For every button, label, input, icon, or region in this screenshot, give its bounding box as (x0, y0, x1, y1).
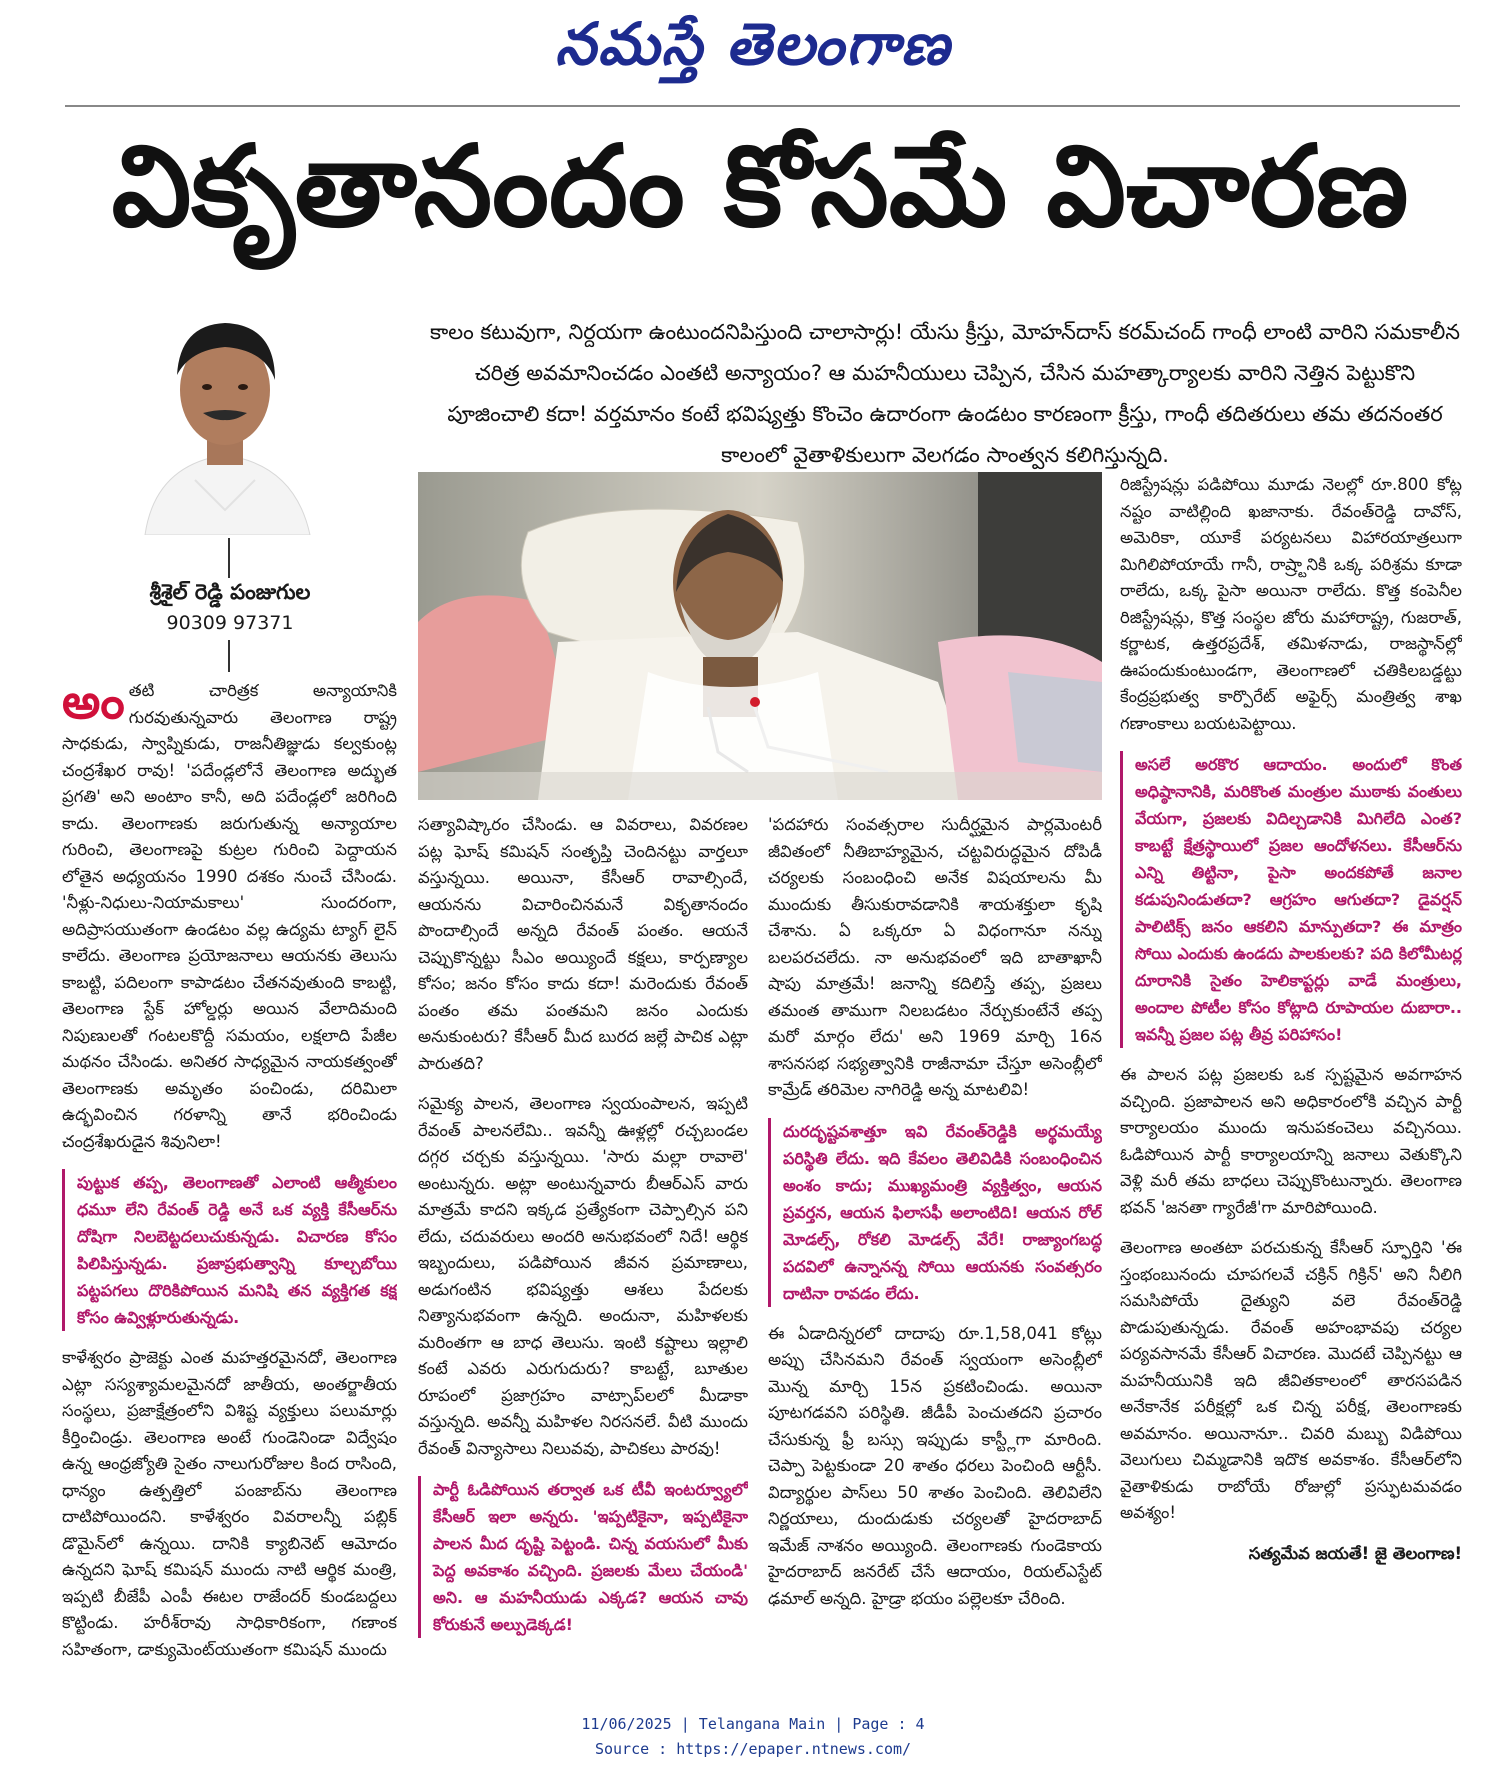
headline: వికృతానందం కోసమే విచారణ (111, 122, 1409, 252)
byline-rule-top (228, 538, 230, 578)
article-paragraph (62, 678, 397, 1155)
masthead-logo: నమస్తే తెలంగాణ (555, 10, 951, 78)
article-paragraph: రిజిస్ట్రేషన్లు పడిపోయి మూడు నెలల్లో రూ.800 కోట్ల నష్టం వాటిల్లింది ఖజానాకు. రేవంత్‌రెడ్డి దావోస్, అమెరికా, యూకే పర్యటనలు విహారయాత్రలుగా మిగిలిపోయాయే గానీ, రాష్ర్టానికి ఒక్క పరిశ్రమ కూడా రాలేదు, ఒక్క పైసా అయినా రాలేదు. కొత్త కంపెనీల రిజిస్ట్రేషన్లు, కొత్త సంస్థల జోరు మహారాష్ట్ర, గుజరాత్, కర్ణాటక, ఉత్తరప్రదేశ్, తమిళనాడు, రాజస్థాన్‌ల్లో ఊపందుకుంటుండగా, తెలంగాణలో చతికిలబడ్డట్టు కేంద్రప్రభుత్వ కార్పొరేట్ అఫైర్స్ మంత్రిత్వ శాఖ గణాంకాలు బయటపెట్టాయి. (1120, 475, 1462, 733)
page-footer-info: 11/06/2025 | Telangana Main | Page : 4 (581, 1715, 925, 1733)
pull-quote: అసలే అరకొర ఆదాయం. అందులో కొంత అధిష్ఠానానికి, మరికొంత మంత్రుల ముఠాకు వంతులు వేయగా, ప్రజలకు విదిల్చడానికి మిగిలేది ఎంత? కాబట్టే క్షేత్రస్థాయిలో ప్రజల ఆందోళనలు. కేసీఆర్‌ను ఎన్ని తిట్టినా, పైసా అందకపోతే జనాల కడుపునిండుతదా? ఆగ్రహం ఆగుతదా? డైవర్షన్ పాలిటిక్స్ జనం ఆకలిని మాన్పుతదా? ఈ మాత్రం సోయి ఎందుకు ఉండదు పాలకులకు? పది కిలోమీటర్ల దూరానికి సైతం హెలికాప్టర్లు వాడే మంత్రులు, అందాల పోటీల కోసం కోట్లాది రూపాయల దుబారా.. ఇవన్నీ ప్రజల పట్ల తీవ్ర పరిహాసం! (1120, 751, 1462, 1048)
pull-quote: పుట్టుక తప్ప, తెలంగాణతో ఎలాంటి ఆత్మీకులం ధమూ లేని రేవంత్ రెడ్డి అనే ఒక వ్యక్తి కేసీఆర్‌ను దోషిగా నిలబెట్టదలుచుకున్నడు. విచారణ కోసం పిలిపిస్తున్నడు. ప్రజాప్రభుత్వాన్ని కూల్చబోయి పట్టపగలు దొరికిపోయిన మనిషి తన వ్యక్తిగత కక్ష కోసం ఉవ్విళ్లూరుతున్నడు. (62, 1169, 397, 1331)
paragraph-text: తటి చారిత్రక అన్యాయానికి గురవుతున్నవారు తెలంగాణ రాష్ట్ర సాధకుడు, స్వాప్నికుడు, రాజనీతిజ్ఞుడు కల్వకుంట్ల చంద్రశేఖర రావు! 'పదేండ్లలోనే తెలంగాణ అద్భుత ప్రగతి' అని అంటాం కానీ, అది పదేండ్లలో జరిగింది కాదు. తెలంగాణకు జరుగుతున్న అన్యాయాల గురించి, తెలంగాణపై కుట్రల గురించి పెద్దాయన లోతైన అధ్యయనం 1990 దశకం నుంచే చేసిండు. 'నీళ్లు-నిధులు-నియామకాలు' సుందరంగా, అదిప్రాసయుతంగా ఉండటం వల్ల ఉద్యమ ట్యాగ్ లైన్ కాలేదు. తెలంగాణ ప్రయోజనాలు ఆయనకు తెలుసు కాబట్టి, పదిలంగా కాపాడటం చేతనవుతుంది కాబట్టి, తెలంగాణ స్టేక్ హోల్డర్లు అయిన వేలాదిమంది నిపుణులతో గంటలకొద్దీ సమయం, లక్షలాది పేజీల మథనం చేసిండు. అనితర సాధ్యమైన నాయకత్వంతో తెలంగాణకు అమృతం పంచిండు, దరిమిలా ఉద్భవించిన గరళాన్ని తానే భరించిండు చంద్రశేఖరుడైన శివునిలా! (62, 681, 397, 1151)
author-name: శ్రీశైల్ రెడ్డి పంజుగుల (149, 580, 311, 604)
author-phone: 90309 97371 (166, 612, 294, 634)
author-portrait (125, 295, 325, 535)
standfirst: కాలం కటువుగా, నిర్దయగా ఉంటుందనిపిస్తుంది చాలాసార్లు! యేసు క్రీస్తు, మోహన్‌దాస్ కరమ్‌చంద్ గాంధీ లాంటి వారిని సమకాలీన చరిత్ర అవమానించడం ఎంతటి అన్యాయం? ఆ మహనీయులు చెప్పిన, చేసిన మహత్కార్యాలకు వారిని నెత్తిన పెట్టుకొని పూజించాలి కదా! వర్తమానం కంటే భవిష్యత్తు కొంచెం ఉదారంగా ఉండటం కారణంగా క్రీస్తు, గాంధీ తదితరులు తమ తదనంతర కాలంలో వైతాళికులుగా వెలగడం సాంత్వన కలిగిస్తున్నది. (430, 320, 1460, 467)
article-paragraph: ఈ ఏడాదిన్నరలో దాదాపు రూ.1,58,041 కోట్లు అప్పు చేసినమని రేవంత్ స్వయంగా అసెంబ్లీలో మొన్న మార్చి 15న ప్రకటించిండు. అయినా పూటగడవని పరిస్థితి. జీడీపీ పెంచుతదని ప్రచారం చేసుకున్న ఫ్రీ బస్సు ఇప్పుడు కాస్ట్లీగా మారింది. చెప్పా పెట్టకుండా 20 శాతం ధరలు పెంచింది ఆర్టీసీ. విద్యార్థుల పాస్‌లు 50 శాతం పెంచింది. తెలివిలేని నిర్ణయాలు, దుందుడుకు చర్యలతో హైదరాబాద్ ఇమేజ్ నాశనం అయ్యింది. తెలంగాణకు గుండెకాయ హైదరాబాద్ జనరేట్ చేసే ఆదాయం, రియల్‌ఎస్టేట్ ఢమాల్ అన్నది. హైడ్రా భయం పల్లెలకూ చేరింది. (768, 1323, 1102, 1608)
article-paragraph: సమైక్య పాలన, తెలంగాణ స్వయంపాలన, ఇప్పటి రేవంత్ పాలనలేమి.. ఇవన్నీ ఊళ్లల్లో రచ్చబండల దగ్గర చర్చకు వస్తున్నయి. 'సారు మల్లా రావాలె' అంటున్నరు. అట్లా అంటున్నవారు బీఆర్‌ఎస్ వారు మాత్రమే కాదని ఇక్కడ ప్రత్యేకంగా చెప్పాల్సిన పని లేదు, చదువరులు అందరి అనుభవంలో నిదే! ఆర్థిక ఇబ్బందులు, పడిపోయిన జీవన ప్రమాణాలు, అడుగంటిన భవిష్యత్తు ఆశలు పేదలకు నిత్యానుభవంగా ఉన్నది. అందునా, మహిళలకు మరింతగా ఆ బాధ తెలుసు. ఇంటి కష్టాలు ఇల్లాలి కంటే ఎవరు ఎరుగుదురు? కాబట్టే, బూతుల రూపంలో ప్రజాగ్రహం వాట్సాప్‌లలో మీడాకా వస్తున్నది. అవన్నీ మహిళల నిరసనలే. వీటి ముందు రేవంత్ విన్యాసాలు నిలువవు, పాచికలు పారవు! (418, 1094, 748, 1458)
article-column-4 (1120, 472, 1462, 1682)
hospital-bed-photo (418, 472, 1102, 800)
article-paragraph: సత్యావిష్కారం చేసిండు. ఆ వివరాలు, వివరణల పట్ల ఘోష్ కమిషన్ సంతృప్తి చెందినట్టు వార్తలూ వస్తున్నయి. అయినా, కేసీఆర్ రావాల్సిందే, ఆయనను విచారించినమనే వికృతానందం పొందాల్సిందే అన్నది రేవంత్ పంతం. ఆయనే చెప్పుకొన్నట్టు సీఎం అయ్యిందే కక్షలు, కార్పణ్యాల కోసం; జనం కోసం కాదు కదా! మరెందుకు రేవంత్ పంతం తమ పంతమని జనం ఎందుకు అనుకుంటరు? కేసీఆర్ మీద బురద జల్లే పాచిక ఎట్లా పారుతది? (418, 815, 748, 1073)
article-signoff: సత్యమేవ జయతే! జై తెలంగాణ! (1248, 1543, 1462, 1563)
article-column-3 (768, 812, 1102, 1682)
pull-quote: దురదృష్టవశాత్తూ ఇవి రేవంత్‌రెడ్డికి అర్థమయ్యే పరిస్థితి లేదు. ఇది కేవలం తెలివిడికి సంబంధించిన అంశం కాదు; ముఖ్యమంత్రి వ్యక్తిత్వం, ఆయన ప్రవర్తన, ఆయన ఫిలాసఫీ అలాంటిది! ఆయన రోల్ మోడల్స్, రోకలి మోడల్స్ వేరే! రాజ్యాంగబద్ధ పదవిలో ఉన్నానన్న సోయి ఆయనకు సంవత్సరం దాటినా రావడం లేదు. (768, 1118, 1102, 1307)
article-paragraph: 'పదహారు సంవత్సరాల సుదీర్ఘమైన పార్లమెంటరీ జీవితంలో నీతిబాహ్యమైన, చట్టవిరుద్ధమైన దోపిడీ చర్యలకు సంబంధించి అనేక విషయాలను మీ ముందుకు తీసుకురావడానికి శాయశక్తులా కృషి చేశాను. ఏ ఒక్కరూ ఏ విధంగానూ నన్ను బలపరచలేదు. నా అనుభవంలో ఇది బాతాఖానీ షాపు మాత్రమే! జనాన్ని కదిలిస్తే తప్ప, ప్రజలు తమంత తాముగా నిలబడటం నేర్చుకుంటేనే తప్ప మరో మార్గం లేదు' అని 1969 మార్చి 16న శాసనసభ సభ్యత్వానికి రాజీనామా చేస్తూ అసెంబ్లీలో కామ్రేడ్ తరిమెల నాగిరెడ్డి అన్న మాటలివి! (768, 815, 1102, 1099)
article-column-2 (418, 812, 748, 1682)
article-paragraph: తెలంగాణ అంతటా పరచుకున్న కేసీఆర్ స్ఫూర్తిని 'ఈ స్తంభంబునందు చూపగలవే చక్రిన్ గిక్రిన్' అని నీలిగి సమసిపోయే దైత్యుని వలె రేవంత్‌రెడ్డి పొడుపుతున్నడు. రేవంత్ అహంభావపు చర్యల పర్యవసానమే కేసీఆర్ విచారణ. మొదటే చెప్పినట్టు ఆ మహనీయునికి ఇది జీవితకాలంలో తారసపడిన అనేకానేక పరీక్షల్లో ఒక చిన్న పరీక్ష, తెలంగాణకు అవమానం. అయినానూ.. చివరి మబ్బు విడిపోయి వెలుగులు చిమ్మడానికి ఇదొక అవకాశం. కేసీఆర్‌లోని వైతాళికుడు రాబోయే రోజుల్లో ప్రస్ఫుటమవడం అవశ్యం! (1120, 1238, 1462, 1522)
masthead-divider (65, 105, 1460, 107)
pull-quote: పార్టీ ఓడిపోయిన తర్వాత ఒక టీవీ ఇంటర్వ్యూలో కేసీఆర్ ఇలా అన్నరు. 'ఇప్పటికైనా, ఇప్పటికైనా పాలన మీద దృష్టి పెట్టండి. చిన్న వయసులో మీకు పెద్ద అవకాశం వచ్చింది. ప్రజలకు మేలు చేయండి' అని. ఆ మహనీయుడు ఎక్కడ? ఆయన చావు కోరుకునే అల్పుడెక్కడ! (418, 1476, 748, 1638)
article-paragraph: కాళేశ్వరం ప్రాజెక్టు ఎంత మహత్తరమైనదో, తెలంగాణ ఎట్లా సస్యశ్యామలమైనదో జాతీయ, అంతర్జాతీయ సంస్థలు, ప్రజాక్షేత్రంలోని విశిష్ట వ్యక్తులు పలుమార్లు కీర్తించిండ్రు. తెలంగాణ అంటే గుండెనిండా విద్వేషం ఉన్న ఆంధ్రజ్యోతి సైతం నాలుగురోజుల కింద రాసింది, ధాన్యం ఉత్పత్తిలో పంజాబ్‌ను తెలంగాణ దాటిపోయిందని. కాళేశ్వరం వివరాలన్నీ పబ్లిక్ డొమైన్‌లో ఉన్నయి. దానికి క్యాబినెట్ ఆమోదం ఉన్నదని ఘోష్ కమిషన్ ముందు నాటి ఆర్థిక మంత్రి, ఇప్పటి బీజేపీ ఎంపీ ఈటల రాజేందర్ కుండబద్దలు కొట్టిండు. హరీశ్‌రావు సాధికారికంగా, గణాంక సహితంగా, డాక్యుమెంట్‌యుతంగా కమిషన్ ముందు (62, 1348, 397, 1659)
drop-cap: అం (62, 678, 125, 730)
article-paragraph: ఈ పాలన పట్ల ప్రజలకు ఒక స్పష్టమైన అవగాహన వచ్చింది. ప్రజాపాలన అని అధికారంలోకి వచ్చిన పార్టీ కార్యాలయం ముందు ఇనుపకంచెలు వచ్చినయి. ఓడిపోయిన పార్టీ కార్యాలయాన్ని జనాలు వెతుక్కొని వెళ్లి మరీ తమ బాధలు చెప్పుకొంటున్నారు. తెలంగాణ భవన్ 'జనతా గ్యారేజీ'గా మారిపోయింది. (1120, 1065, 1462, 1217)
article-column-1 (62, 678, 397, 1678)
byline-rule-bottom (228, 640, 230, 672)
page-footer-source: Source : https://epaper.ntnews.com/ (594, 1740, 912, 1758)
